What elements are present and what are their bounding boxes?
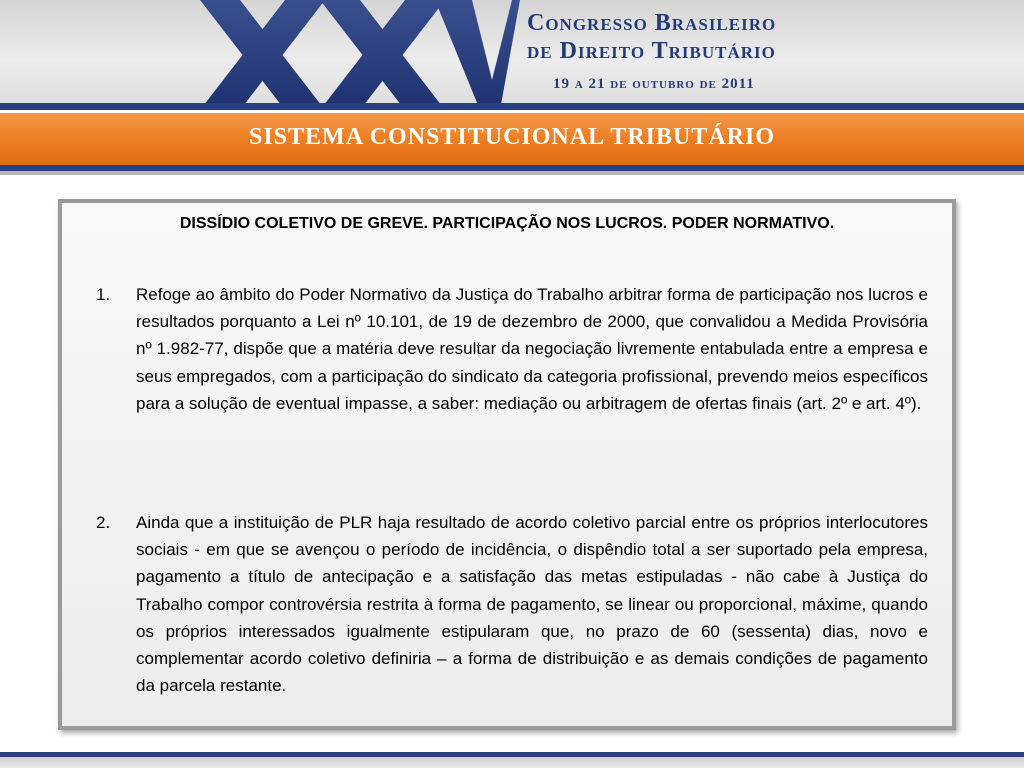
list-item-number: 2.	[96, 513, 111, 532]
footer-strip	[0, 757, 1024, 768]
congress-date: 19 a 21 de outubro de 2011	[553, 76, 755, 92]
content-panel	[58, 199, 956, 730]
list-item-text: Ainda que a instituição de PLR haja resultado de acordo coletivo parcial entre os próprios interlocutores sociais - em que se avençou o período de incidência, o dispêndio total a ser suportado pela empresa, pagamento a título de antecipação e a satisfação das metas estipuladas - não cabe à Justiça do Trabalho compor controvérsia restrita à forma de pagamento, se linear ou proporcional, máxime, quando os próprios interessados igualmente estipularam que, no prazo de 60 (sessenta) dias, novo e complementar acordo coletivo definiria – a forma de distribuição e as demais condições de pagamento da parcela restante.	[136, 513, 928, 696]
section-band-shadow	[0, 171, 1024, 175]
header-banner	[0, 0, 1024, 110]
header-divider-blue	[0, 103, 1024, 110]
list-item-number: 1.	[96, 285, 111, 304]
list-item-text: Refoge ao âmbito do Poder Normativo da Justiça do Trabalho arbitrar forma de participação nos lucros e resultados porquanto a Lei nº 10.101, de 19 de dezembro de 2000, que convalidou a Medida Provisória nº 1.982-77, dispõe que a matéria deve resultar da negociação livremente entabulada entre a empresa e seus empregados, com a participação do sindicato da categoria profissional, prevendo meios específicos para a solução de eventual impasse, a saber: mediação ou arbitragem de ofertas finais (art. 2º e art. 4º).	[136, 285, 928, 413]
congress-name-line2: de Direito Tributário	[527, 38, 776, 64]
congress-name-line1: Congresso Brasileiro	[527, 10, 777, 36]
content-title: DISSÍDIO COLETIVO DE GREVE. PARTICIPAÇÃO NOS LUCROS. PODER NORMATIVO.	[179, 215, 835, 232]
section-title: SISTEMA CONSTITUCIONAL TRIBUTÁRIO	[248, 124, 776, 150]
roman-numeral-logo	[200, 0, 520, 110]
